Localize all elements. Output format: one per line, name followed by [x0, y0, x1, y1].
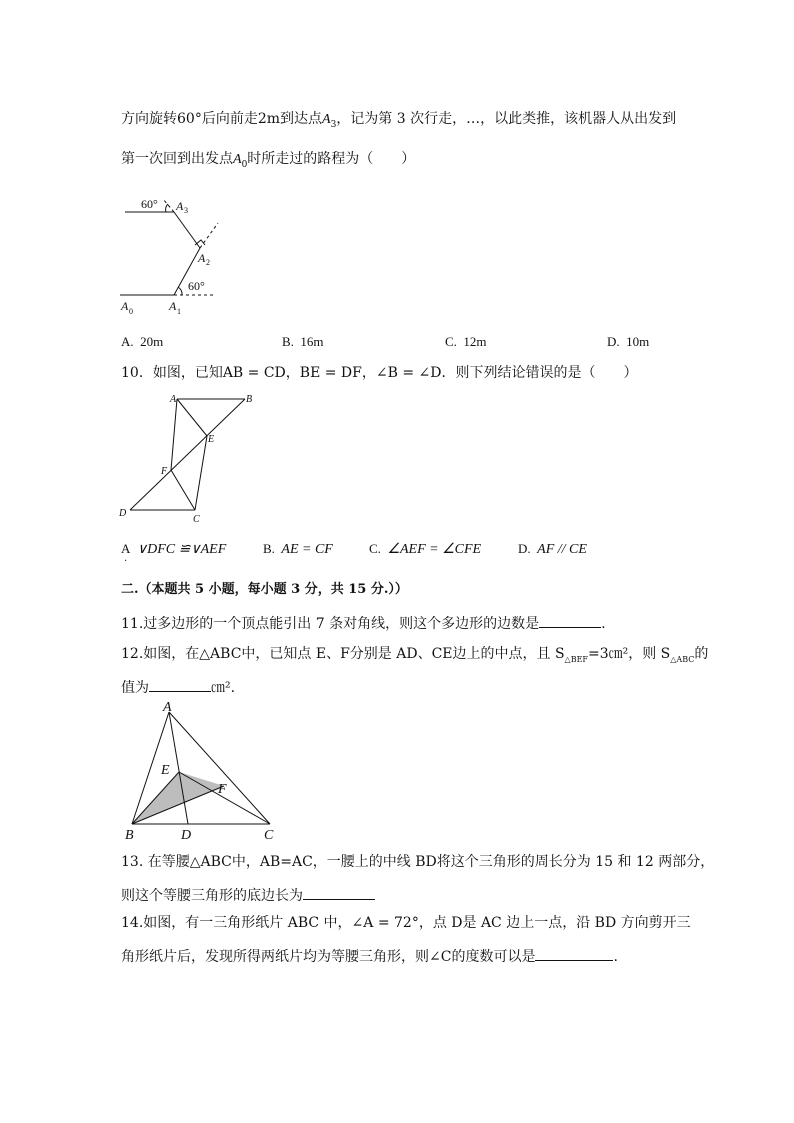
q9-label-a1-sub: 1 — [177, 307, 181, 316]
q12-line-2-pre: 值为 — [121, 680, 149, 696]
q12-answer-blank[interactable] — [149, 677, 211, 692]
q9-line-1-post: ，记为第 3 次行走，…，以此类推，该机器人从出发到 — [336, 111, 677, 127]
q12-label-c: C — [264, 828, 274, 843]
q9-arc-top — [166, 204, 168, 212]
q14-line-2 — [121, 946, 618, 966]
q9-label-a3: A — [176, 199, 184, 213]
q10-option-c: C. ∠AEF = ∠CFE — [369, 541, 482, 557]
q12-sub-bef: △BEF — [564, 654, 588, 664]
q10-option-a: A ∨DFC ≌∨AEF — [121, 541, 227, 557]
q12-line-2-post: ㎝². — [211, 680, 236, 696]
q13-answer-blank[interactable] — [303, 885, 375, 900]
q12-label-f: F — [218, 782, 227, 797]
q9-seg-a3-a2 — [174, 212, 200, 248]
q10-label-a: A — [170, 394, 177, 405]
q11-text — [121, 613, 606, 633]
q12-label-b: B — [125, 828, 134, 843]
q10-seg-ae — [177, 399, 207, 436]
q14-line-1: 14.如图，有一三角形纸片 ABC 中，∠A = 72°，点 D是 AC 边上一点，沿 BD 方向剪开三 — [121, 915, 691, 931]
q10-figure — [115, 390, 255, 525]
q9-label-a1: A — [169, 299, 177, 313]
q13-line-2 — [121, 885, 375, 905]
q9-point-a3-sub: 3 — [330, 119, 337, 130]
q12-label-e: E — [161, 763, 170, 778]
q11-text-post: . — [601, 616, 606, 632]
q10-option-d: D. AF // CE — [518, 541, 587, 557]
q9-line-1 — [121, 110, 676, 134]
q9-line-1-pre: 方向旋转60°后向前走2m到达点 — [121, 111, 322, 127]
q9-label-a2-sub: 2 — [206, 258, 210, 267]
q13-line-2-pre: 则这个等腰三角形的底边长为 — [121, 888, 303, 904]
q10-label-b: B — [246, 394, 253, 405]
q9-line-2-pre: 第一次回到出发点 — [121, 151, 233, 167]
q9-angle-top-label: 60° — [141, 197, 158, 211]
q12-figure — [120, 700, 285, 842]
q10-seg-cf — [171, 470, 195, 510]
q14-answer-blank[interactable] — [535, 946, 613, 961]
q12-line-2 — [121, 677, 235, 697]
q9-angle-bottom-label: 60° — [188, 279, 205, 293]
q9-point-a0-sub: 0 — [241, 159, 248, 170]
q9-option-a: A. 20m — [121, 334, 164, 349]
q9-label-a3-sub: 3 — [184, 206, 188, 215]
q11-answer-blank[interactable] — [539, 613, 601, 628]
q10-label-e: E — [208, 434, 215, 445]
q9-option-d: D. 10m — [607, 334, 650, 349]
q9-point-a0: A — [233, 152, 242, 167]
q12-line-1-post: 的 — [694, 646, 709, 662]
q12-label-d: D — [181, 828, 192, 843]
q12-sub-abc: △ABC — [670, 654, 695, 664]
q9-option-b: B. 16m — [282, 334, 324, 349]
q10-seg-bd — [130, 399, 245, 510]
section-2-heading: 二.（本题共 5 小题，每小题 3 分，共 15 分.）） — [121, 582, 408, 597]
q9-arc-bottom — [178, 287, 182, 295]
q13-line-1: 13. 在等腰△ABC中，AB=AC，一腰上的中线 BD将这个三角形的周长分为 15 和 12 两部分， — [121, 854, 715, 870]
q9-label-a0: A — [121, 299, 129, 313]
q10-label-f: F — [161, 466, 168, 477]
q9-option-c: C. 12m — [445, 334, 487, 349]
q9-dash-right — [200, 223, 218, 248]
q12-shaded-triangle-bef — [132, 772, 224, 824]
q10-stem: 10．如图，已知AB = CD，BE = DF，∠B = ∠D．则下列结论错误的是（ ） — [121, 365, 638, 381]
q9-label-a0-sub: 0 — [129, 307, 133, 316]
q12-line-1 — [121, 645, 708, 669]
q9-line-2-post: 时所走过的路程为（ ） — [247, 151, 416, 167]
q10-seg-af — [171, 399, 177, 470]
q9-line-2 — [121, 150, 415, 174]
q12-line-1-pre: 12.如图，在△ABC中，已知点 E、F分别是 AD、CE边上的中点，且 S — [121, 646, 565, 662]
q10-label-c: C — [193, 514, 200, 525]
q14-line-2-pre: 角形纸片后，发现所得两纸片均为等腰三角形，则∠C的度数可以是 — [121, 949, 536, 965]
q9-label-a2: A — [198, 251, 206, 265]
q9-dash-top — [163, 199, 174, 212]
q10-option-b: B. AE = CF — [263, 541, 333, 557]
q10-seg-ce — [195, 436, 207, 510]
q9-point-a3: A — [322, 112, 331, 127]
q12-seg-ac — [169, 712, 270, 824]
q14-line-2-post: . — [613, 949, 618, 965]
q10-option-a-dot: . — [124, 553, 128, 564]
q9-figure — [110, 188, 230, 320]
q10-label-d: D — [119, 508, 127, 519]
q11-text-pre: 11.过多边形的一个顶点能引出 7 条对角线，则这个多边形的边数是 — [121, 616, 540, 632]
q12-label-a: A — [163, 700, 172, 715]
q12-line-1-mid: =3㎝²，则 S — [587, 646, 671, 662]
